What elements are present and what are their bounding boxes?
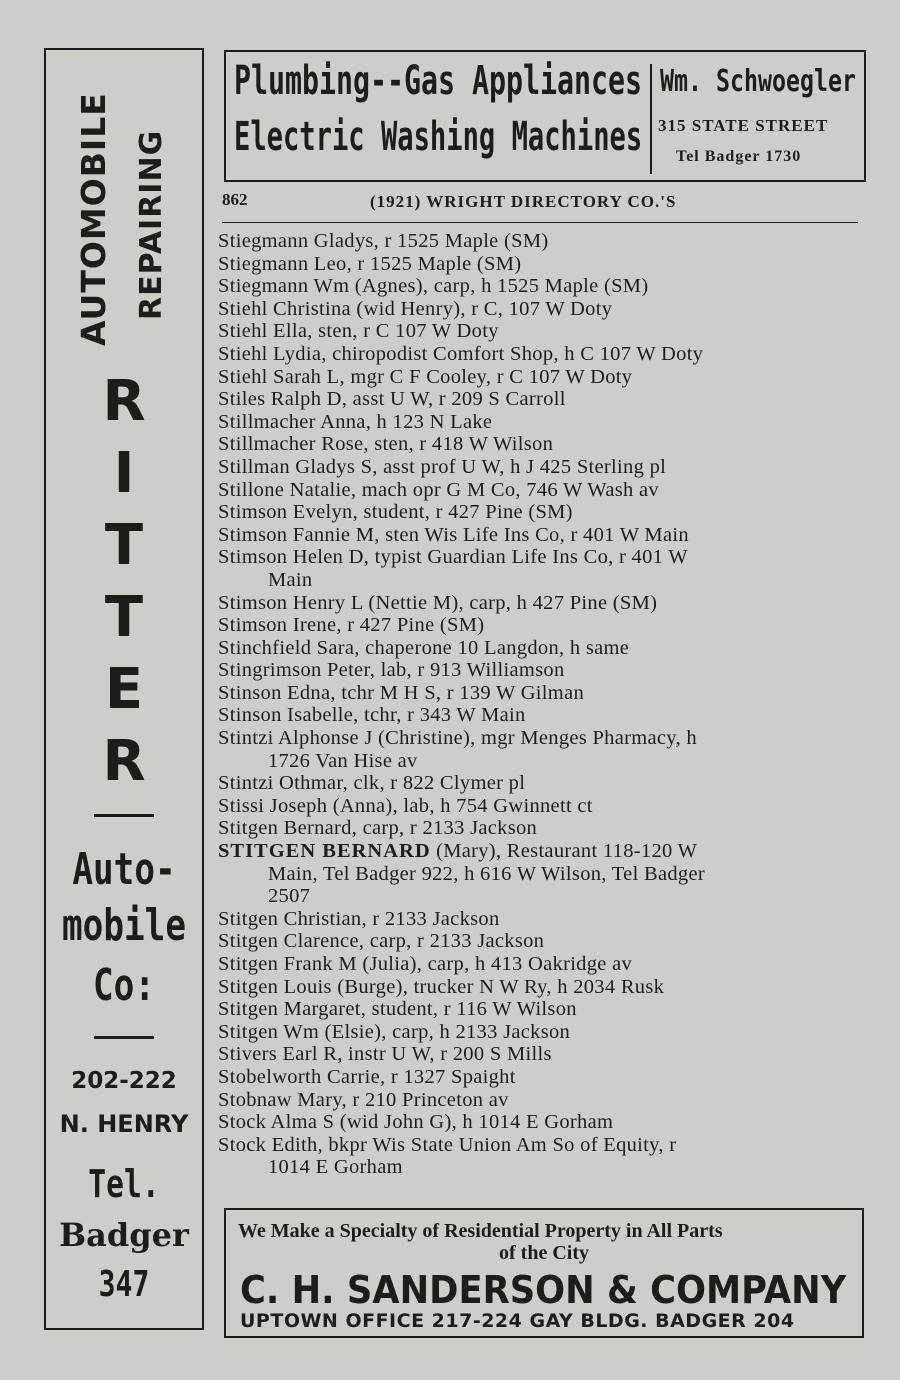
entry-text: Stitgen Christian, r 2133 Jackson bbox=[218, 907, 500, 930]
sidebar-letter: T bbox=[104, 513, 144, 578]
directory-entry bbox=[218, 637, 864, 660]
entry-text: Stimson Fannie M, sten Wis Life Ins Co, r 401 W Main bbox=[218, 523, 689, 546]
page-title: (1921) WRIGHT DIRECTORY CO.'S bbox=[370, 192, 677, 211]
directory-listing bbox=[218, 230, 864, 1179]
sidebar-advertisement bbox=[44, 48, 204, 1334]
entry-text: (Mary), Restaurant 118-120 W bbox=[430, 840, 698, 863]
header-rule bbox=[222, 222, 858, 223]
sidebar-separator bbox=[94, 1036, 154, 1039]
directory-entry bbox=[218, 298, 864, 321]
sidebar-letter: I bbox=[113, 441, 135, 506]
sidebar-co-line: Co: bbox=[92, 960, 155, 1011]
directory-entry bbox=[218, 1089, 864, 1112]
entry-text: Stinson Edna, tchr M H S, r 139 W Gilman bbox=[218, 681, 584, 704]
entry-continuation: Main bbox=[268, 568, 313, 591]
directory-entry bbox=[218, 953, 864, 976]
directory-entry bbox=[218, 727, 864, 772]
sidebar-mobile-line: mobile bbox=[62, 900, 186, 951]
entry-text: Stimson Irene, r 427 Pine (SM) bbox=[218, 614, 485, 637]
directory-entry bbox=[218, 524, 864, 547]
page-number: 862 bbox=[222, 190, 248, 209]
bottom-ad-company: C. H. SANDERSON & COMPANY bbox=[240, 1268, 847, 1312]
sidebar-vertical-automobile: AUTOMOBILE bbox=[74, 92, 113, 346]
directory-entry bbox=[218, 817, 864, 840]
entry-text: Stiegmann Wm (Agnes), carp, h 1525 Maple (SM) bbox=[218, 275, 649, 298]
directory-entry bbox=[218, 479, 864, 502]
directory-entry bbox=[218, 1066, 864, 1089]
entry-text: Stimson Henry L (Nettie M), carp, h 427 Pine (SM) bbox=[218, 591, 658, 614]
entry-text: Stock Edith, bkpr Wis State Union Am So of Equity, r bbox=[218, 1133, 677, 1156]
directory-entry bbox=[218, 772, 864, 795]
entry-text: Stiles Ralph D, asst U W, r 209 S Carroll bbox=[218, 388, 566, 411]
entry-text: Stintzi Alphonse J (Christine), mgr Menges Pharmacy, h bbox=[218, 727, 697, 750]
entry-text: Stingrimson Peter, lab, r 913 Williamson bbox=[218, 659, 565, 682]
entry-text: Stiehl Christina (wid Henry), r C, 107 W Doty bbox=[218, 297, 613, 320]
directory-entry bbox=[218, 659, 864, 682]
directory-entry bbox=[218, 411, 864, 434]
top-ad-name: Wm. Schwoegler bbox=[660, 64, 856, 99]
directory-entry bbox=[218, 976, 864, 999]
directory-entry bbox=[218, 456, 864, 479]
top-ad-divider bbox=[650, 64, 652, 174]
entry-text: Stitgen Clarence, carp, r 2133 Jackson bbox=[218, 930, 545, 953]
sidebar-letter: R bbox=[102, 369, 146, 434]
entry-text: Stimson Evelyn, student, r 427 Pine (SM) bbox=[218, 501, 573, 524]
directory-entry bbox=[218, 388, 864, 411]
sidebar-letter: R bbox=[102, 729, 146, 794]
directory-entry bbox=[218, 930, 864, 953]
entry-text: Stissi Joseph (Anna), lab, h 754 Gwinnett ct bbox=[218, 794, 593, 817]
entry-text: Stobelworth Carrie, r 1327 Spaight bbox=[218, 1065, 516, 1088]
bottom-advertisement bbox=[224, 1208, 864, 1338]
directory-entry bbox=[218, 1043, 864, 1066]
sidebar-letter: T bbox=[104, 585, 144, 650]
entry-text: Stinson Isabelle, tchr, r 343 W Main bbox=[218, 704, 526, 727]
directory-entry bbox=[218, 546, 864, 591]
entry-text: Stitgen Bernard, carp, r 2133 Jackson bbox=[218, 817, 538, 840]
entry-continuation: 1014 E Gorham bbox=[268, 1156, 403, 1179]
entry-continuation: Main, Tel Badger 922, h 616 W Wilson, Tel Badger bbox=[268, 862, 705, 885]
top-ad-street: 315 STATE STREET bbox=[658, 116, 829, 135]
top-advertisement bbox=[224, 50, 866, 182]
directory-entry bbox=[218, 275, 864, 298]
sidebar-letter: E bbox=[104, 657, 144, 722]
entry-text: Stiegmann Leo, r 1525 Maple (SM) bbox=[218, 252, 522, 275]
sidebar-separator bbox=[94, 814, 154, 817]
sidebar-tel-number: 347 bbox=[98, 1264, 150, 1305]
bottom-ad-tagline-2: of the City bbox=[499, 1242, 589, 1264]
entry-bold-name: STITGEN BERNARD bbox=[218, 840, 431, 863]
entry-text: Stintzi Othmar, clk, r 822 Clymer pl bbox=[218, 772, 526, 795]
entry-text: Stiehl Lydia, chiropodist Comfort Shop, h C 107 W Doty bbox=[218, 342, 704, 365]
entry-text: Stivers Earl R, instr U W, r 200 S Mills bbox=[218, 1043, 552, 1066]
sidebar-tel-label: Tel. bbox=[88, 1162, 160, 1206]
directory-entry bbox=[218, 998, 864, 1021]
entry-text: Stillmacher Anna, h 123 N Lake bbox=[218, 410, 493, 433]
bottom-ad-tagline: We Make a Specialty of Residential Property in All Parts bbox=[238, 1220, 723, 1242]
directory-entry bbox=[218, 501, 864, 524]
entry-continuation: 1726 Van Hise av bbox=[268, 749, 418, 772]
entry-text: Stillone Natalie, mach opr G M Co, 746 W Wash av bbox=[218, 478, 659, 501]
directory-entry bbox=[218, 253, 864, 276]
entry-text: Stitgen Frank M (Julia), carp, h 413 Oakridge av bbox=[218, 953, 633, 975]
bottom-ad-office: UPTOWN OFFICE 217-224 GAY BLDG. BADGER 204 bbox=[240, 1310, 795, 1332]
entry-text: Stinchfield Sara, chaperone 10 Langdon, h same bbox=[218, 636, 630, 659]
entry-continuation: 2507 bbox=[268, 885, 311, 908]
directory-entry bbox=[218, 366, 864, 389]
sidebar-address-number: 202-222 bbox=[71, 1068, 177, 1094]
entry-text: Stitgen Louis (Burge), trucker N W Ry, h 2034 Rusk bbox=[218, 975, 665, 998]
directory-entry bbox=[218, 682, 864, 705]
directory-entry bbox=[218, 230, 864, 253]
entry-text: Stiegmann Gladys, r 1525 Maple (SM) bbox=[218, 230, 549, 252]
top-ad-tel: Tel Badger 1730 bbox=[676, 148, 802, 165]
directory-entry bbox=[218, 840, 864, 908]
entry-text: Stiehl Ella, sten, r C 107 W Doty bbox=[218, 320, 499, 343]
directory-entry bbox=[218, 592, 864, 615]
top-ad-line-1: Plumbing--Gas Appliances bbox=[234, 58, 643, 104]
entry-text: Stock Alma S (wid John G), h 1014 E Gorham bbox=[218, 1111, 614, 1134]
entry-text: Stitgen Margaret, student, r 116 W Wilson bbox=[218, 998, 577, 1021]
entry-text: Stiehl Sarah L, mgr C F Cooley, r C 107 W Doty bbox=[218, 365, 633, 388]
sidebar-address-street: N. HENRY bbox=[59, 1110, 189, 1138]
top-ad-line-2: Electric Washing Machines bbox=[234, 114, 643, 160]
sidebar-auto-line: Auto- bbox=[72, 844, 176, 895]
directory-entry bbox=[218, 320, 864, 343]
entry-text: Stillman Gladys S, asst prof U W, h J 425 Sterling pl bbox=[218, 455, 667, 478]
entry-text: Stitgen Wm (Elsie), carp, h 2133 Jackson bbox=[218, 1020, 571, 1043]
sidebar-vertical-repairing: REPAIRING bbox=[134, 129, 169, 320]
directory-entry bbox=[218, 614, 864, 637]
directory-entry bbox=[218, 908, 864, 931]
entry-text: Stobnaw Mary, r 210 Princeton av bbox=[218, 1088, 509, 1111]
directory-entry bbox=[218, 433, 864, 456]
directory-entry bbox=[218, 343, 864, 366]
directory-entry bbox=[218, 795, 864, 818]
sidebar-tel-exchange: Badger bbox=[59, 1216, 189, 1254]
directory-entry bbox=[218, 1134, 864, 1179]
directory-entry bbox=[218, 704, 864, 727]
entry-text: Stimson Helen D, typist Guardian Life Ins Co, r 401 W bbox=[218, 546, 688, 569]
entry-text: Stillmacher Rose, sten, r 418 W Wilson bbox=[218, 433, 554, 456]
directory-entry bbox=[218, 1111, 864, 1134]
directory-entry bbox=[218, 1021, 864, 1044]
